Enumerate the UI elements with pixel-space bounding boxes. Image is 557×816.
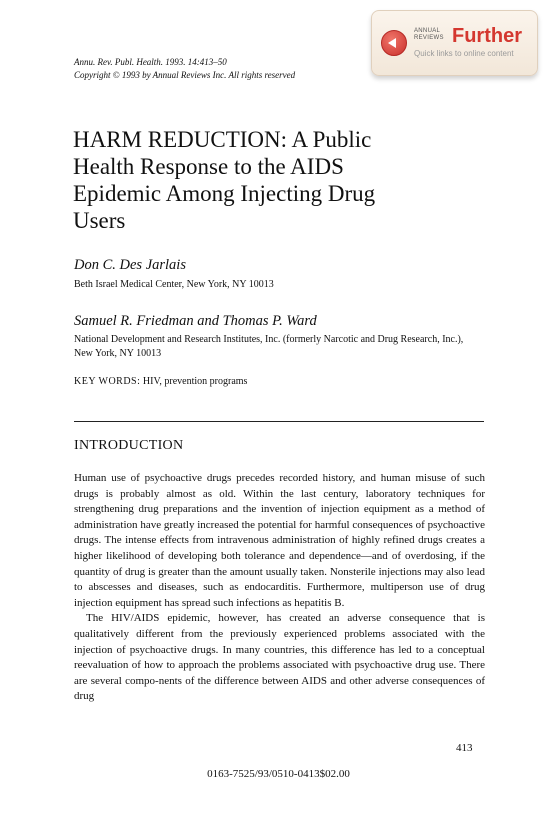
section-divider bbox=[74, 421, 484, 422]
keywords-value: HIV, prevention programs bbox=[142, 376, 248, 387]
citation-copyright-line: Copyright © 1993 by Annual Reviews Inc. All rights reserved bbox=[74, 70, 296, 80]
paragraph-2: The HIV/AIDS epidemic, however, has created an adverse consequence that is qualitatively different from the previously experienced problems associated with the injection of psychoactive drugs. In many countries, this difference has led to a conceptual reevaluation of how to approach the problems associated with psychoactive drug use. There are several compo-nents of the difference between AIDS and other adverse consequences of drug bbox=[74, 612, 485, 703]
section-heading: INTRODUCTION bbox=[74, 438, 184, 453]
author-affiliation-2: National Development and Research Institutes, Inc. (formerly Narcotic and Drug Research, Inc.), New York, NY 10013 bbox=[74, 334, 464, 359]
further-badge[interactable] bbox=[371, 10, 538, 76]
annual-reviews-logo-text: ANNUAL REVIEWS bbox=[414, 28, 444, 41]
citation-journal-line: Annu. Rev. Publ. Health. 1993. 14:413–50 bbox=[74, 57, 227, 67]
paragraph-1: Human use of psychoactive drugs precedes recorded history, and human misuse of such drugs is probably almost as old. Within the last century, laboratory techniques for strengthening drug preparations and the invention of injection equipment as a method of administration have greatly increased the potential for harmful consequences of psychoactive drugs. The intense effects from intravenous administration of highly refined drugs creates a higher likelihood of developing both tolerance and dependence—and of overdosing, if the quantity of drug is greater than the amount usually taken. Nonsterile injections may also lead to abscesses and diseases, such as endocarditis. Furthermore, multiperson use of drug injection equipment has spread such infections as hepatitis B. bbox=[74, 472, 485, 609]
play-back-arrow-icon bbox=[381, 30, 407, 56]
keywords-label: KEY WORDS: bbox=[74, 376, 141, 387]
document-code: 0163-7525/93/0510-0413$02.00 bbox=[207, 768, 350, 780]
page-number: 413 bbox=[456, 742, 473, 754]
author-name-1: Don C. Des Jarlais bbox=[74, 257, 186, 273]
further-tagline: Quick links to online content bbox=[414, 49, 514, 58]
author-name-2: Samuel R. Friedman and Thomas P. Ward bbox=[74, 313, 317, 329]
article-title: HARM REDUCTION: A Public Health Response to the AIDS Epidemic Among Injecting Drug Users bbox=[73, 127, 376, 233]
author-affiliation-1: Beth Israel Medical Center, New York, NY 10013 bbox=[74, 279, 274, 290]
keywords-line bbox=[74, 376, 247, 387]
body-text bbox=[74, 471, 485, 705]
further-brand-label: Further bbox=[452, 25, 522, 47]
journal-citation bbox=[74, 56, 295, 82]
